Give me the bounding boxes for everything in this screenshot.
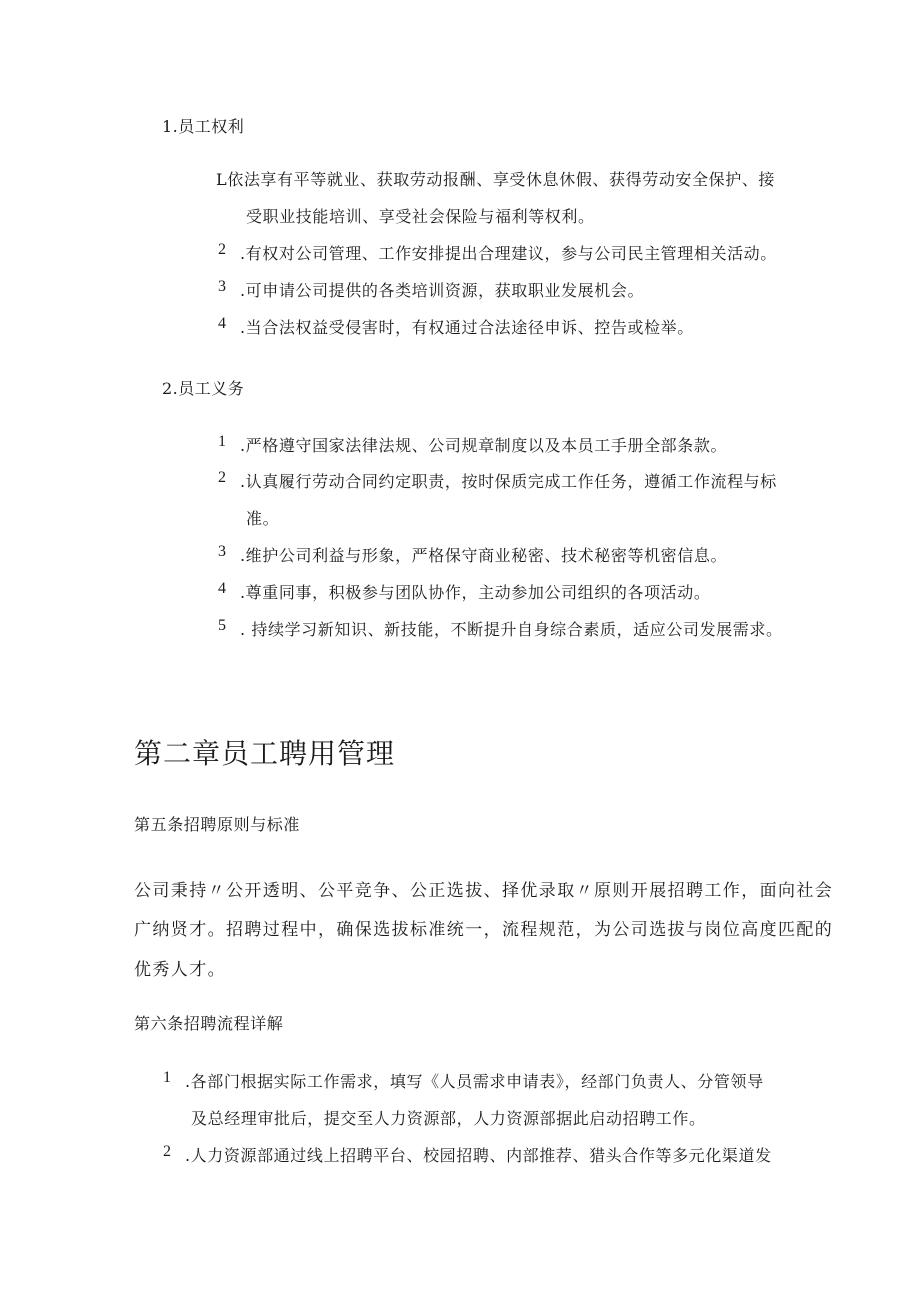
article-5-line-1: 公司秉持〃公开透明、公平竞争、公正选拔、择优录取〃原则开展招聘工作，面向社会 bbox=[134, 881, 834, 901]
obligations-item-3-number: 3 bbox=[218, 543, 226, 560]
article-5-title: 第五条招聘原则与标准 bbox=[134, 815, 301, 834]
rights-item-3-text: .可申请公司提供的各类培训资源，获取职业发展机会。 bbox=[240, 281, 645, 300]
article-6-item-1-number: 1 bbox=[163, 1069, 171, 1086]
article-6-item-1-line-1: .各部门根据实际工作需求，填写《人员需求申请表》，经部门负责人、分管领导 bbox=[185, 1072, 764, 1091]
obligations-item-5-number: 5 bbox=[218, 617, 226, 634]
obligations-item-5-text: . 持续学习新知识、新技能，不断提升自身综合素质，适应公司发展需求。 bbox=[240, 620, 783, 639]
rights-item-2-number: 2 bbox=[218, 241, 226, 258]
obligations-item-3-text: .维护公司利益与形象，严格保守商业秘密、技术秘密等机密信息。 bbox=[240, 546, 728, 565]
rights-item-1-line-2: 受职业技能培训、享受社会保险与福利等权利。 bbox=[246, 207, 595, 226]
obligations-heading: 2.员工义务 bbox=[162, 379, 245, 398]
article-6-item-1-line-2: 及总经理审批后，提交至人力资源部，人力资源部据此启动招聘工作。 bbox=[191, 1109, 706, 1128]
obligations-item-2-line-2: 准。 bbox=[246, 509, 280, 528]
obligations-item-1-number: 1 bbox=[218, 433, 226, 450]
rights-item-2-text: .有权对公司管理、工作安排提出合理建议，参与公司民主管理相关活动。 bbox=[240, 244, 777, 263]
chapter-title: 第二章员工聘用管理 bbox=[134, 737, 396, 770]
obligations-item-2-line-1: .认真履行劳动合同约定职责，按时保质完成工作任务，遵循工作流程与标 bbox=[240, 472, 777, 491]
rights-item-1-line-1: L依法享有平等就业、获取劳动报酬、享受休息休假、获得劳动安全保护、接 bbox=[216, 170, 776, 189]
obligations-item-4-number: 4 bbox=[218, 580, 226, 597]
article-5-line-2: 广纳贤才。招聘过程中，确保选拔标准统一，流程规范，为公司选拔与岗位高度匹配的 bbox=[134, 920, 834, 940]
article-6-item-2-line-1: .人力资源部通过线上招聘平台、校园招聘、内部推荐、猎头合作等多元化渠道发 bbox=[185, 1146, 772, 1165]
rights-item-4-number: 4 bbox=[218, 315, 226, 332]
article-6-item-2-number: 2 bbox=[163, 1143, 171, 1160]
obligations-item-2-number: 2 bbox=[218, 469, 226, 486]
rights-item-3-number: 3 bbox=[218, 278, 226, 295]
rights-item-4-text: .当合法权益受侵害时，有权通过合法途径申诉、控告或检举。 bbox=[240, 318, 694, 337]
obligations-item-1-text: .严格遵守国家法律法规、公司规章制度以及本员工手册全部条款。 bbox=[240, 436, 728, 455]
obligations-item-4-text: .尊重同事，积极参与团队协作，主动参加公司组织的各项活动。 bbox=[240, 583, 711, 602]
rights-heading: 1.员工权利 bbox=[162, 117, 245, 136]
article-5-line-3: 优秀人才。 bbox=[134, 960, 226, 980]
article-6-title: 第六条招聘流程详解 bbox=[134, 1014, 284, 1033]
